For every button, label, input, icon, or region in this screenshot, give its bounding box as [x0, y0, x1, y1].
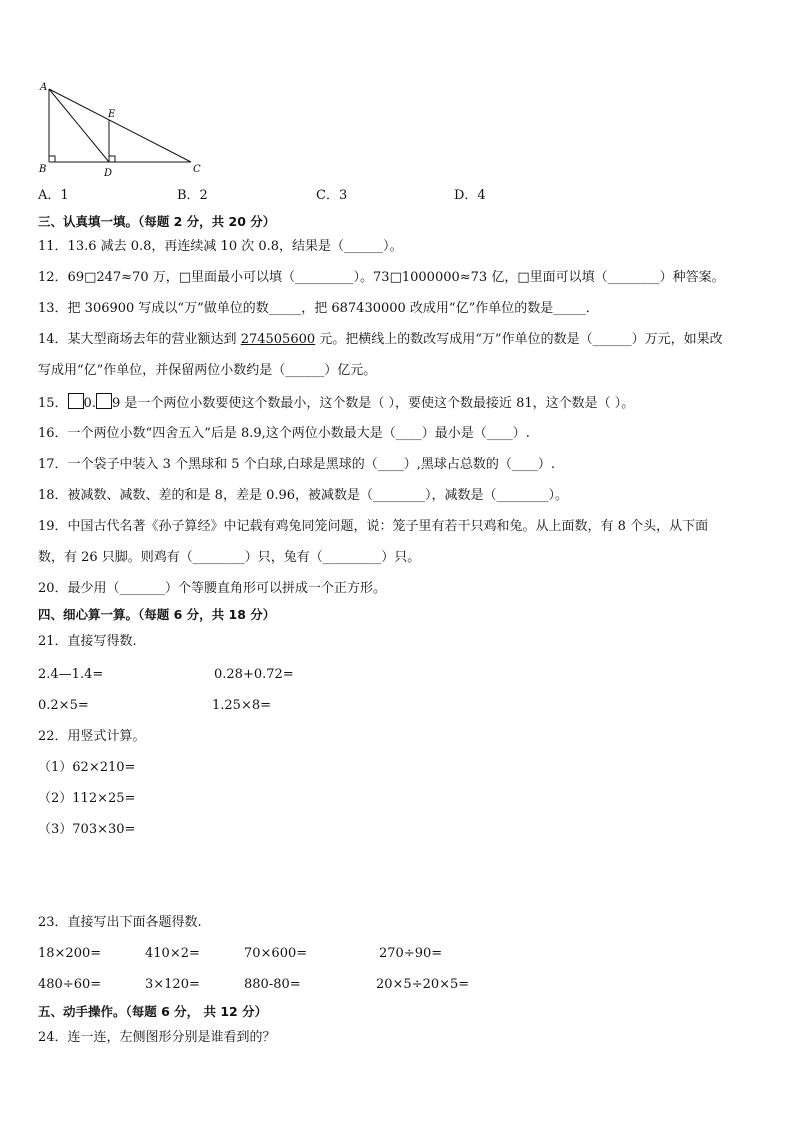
- question-11: 11．13.6 减去 0.8，再连续减 10 次 0.8，结果是（______）。: [38, 239, 403, 254]
- section3-heading: 三、认真填一填。（每题 2 分，共 20 分）: [38, 214, 276, 229]
- q14-amount: 274505600: [240, 332, 316, 347]
- question-22-title: 22．用竖式计算。: [38, 729, 146, 744]
- q21-item: 2.4—1.4=: [38, 667, 104, 682]
- edge-ad: [49, 89, 109, 162]
- question-17: 17．一个袋子中装入 3 个黑球和 5 个白球,白球是黑球的（____）,黑球占总数的（____）.: [38, 457, 556, 472]
- right-angle-b: [49, 156, 55, 162]
- q23-item: 3×120=: [145, 977, 200, 992]
- edge-ac: [49, 89, 191, 162]
- question-12: 12．69□247≈70 万，□里面最小可以填（_________）。73□1000000≈73 亿，□里面可以填（________）种答案。: [38, 270, 725, 285]
- q22-item: （2）112×25=: [38, 791, 136, 806]
- q23-item: 270÷90=: [379, 946, 443, 961]
- q22-item: （1）62×210=: [38, 760, 136, 775]
- section4-heading: 四、细心算一算。（每题 6 分，共 18 分）: [38, 607, 276, 622]
- question-20: 20．最少用（_______）个等腰直角形可以拼成一个正方形。: [38, 581, 387, 596]
- option-b: B．2: [177, 188, 208, 203]
- right-angle-d: [109, 156, 115, 162]
- q15-rest: 9 是一个两位小数要使这个数最小，这个数是（ ），要使这个数最接近 81，这个数是（ ）。: [111, 396, 635, 411]
- q14-pre: 14．某大型商场去年的营业额达到: [38, 332, 241, 347]
- section5-heading: 五、动手操作。（每题 6 分， 共 12 分）: [38, 1004, 268, 1019]
- triangle-figure: [30, 80, 210, 180]
- q15-num: 15．: [38, 396, 68, 411]
- q21-item: 1.25×8=: [212, 698, 272, 713]
- q21-item: 0.28+0.72=: [214, 667, 294, 682]
- q22-item: （3）703×30=: [38, 822, 136, 837]
- option-c: C．3: [316, 188, 348, 203]
- option-d: D．4: [454, 188, 486, 203]
- option-a: A．1: [38, 188, 69, 203]
- q23-item: 480÷60=: [38, 977, 102, 992]
- q23-item: 18×200=: [38, 946, 102, 961]
- blank-box: [96, 393, 112, 409]
- question-21-title: 21．直接写得数.: [38, 634, 137, 649]
- question-14-line1: [38, 331, 723, 349]
- q15-mid: 0.: [83, 396, 96, 411]
- q23-item: 70×600=: [244, 946, 308, 961]
- question-14-line2: 写成用“亿”作单位，并保留两位小数约是（______）亿元。: [38, 363, 377, 378]
- question-23-title: 23．直接写出下面各题得数.: [38, 915, 202, 930]
- question-24: 24．连一连，左侧图形分别是谁看到的？: [38, 1030, 276, 1045]
- question-13: 13．把 306900 写成以“万”做单位的数_____，把 687430000 改成用“亿”作单位的数是_____．: [38, 301, 599, 316]
- question-19-line1: 19．中国古代名著《孙子算经》中记载有鸡兔同笼问题，说：笼子里有若干只鸡和兔。从上面数，有 8 个头，从下面: [38, 519, 709, 534]
- question-18: 18．被减数、减数、差的和是 8，差是 0.96，被减数是（________），减数是（________）。: [38, 488, 569, 503]
- q23-item: 410×2=: [145, 946, 200, 961]
- label-c: C: [193, 164, 201, 175]
- label-e: E: [108, 109, 116, 120]
- q23-item: 20×5÷20×5=: [376, 977, 470, 992]
- q21-item: 0.2×5=: [38, 698, 89, 713]
- label-b: B: [39, 164, 47, 175]
- q23-item: 880-80=: [244, 977, 301, 992]
- question-19-line2: 数，有 26 只脚。则鸡有（________）只，兔有（_________）只。: [38, 550, 421, 565]
- question-15: [38, 393, 634, 413]
- label-d: D: [104, 168, 113, 179]
- label-a: A: [40, 82, 48, 93]
- q14-post: 元。把横线上的数改写成用“万”作单位的数是（______）万元，如果改: [315, 332, 723, 347]
- question-16: 16．一个两位小数“四舍五入”后是 8.9,这个两位小数最大是（____）最小是（____）.: [38, 426, 530, 441]
- blank-box: [68, 393, 84, 409]
